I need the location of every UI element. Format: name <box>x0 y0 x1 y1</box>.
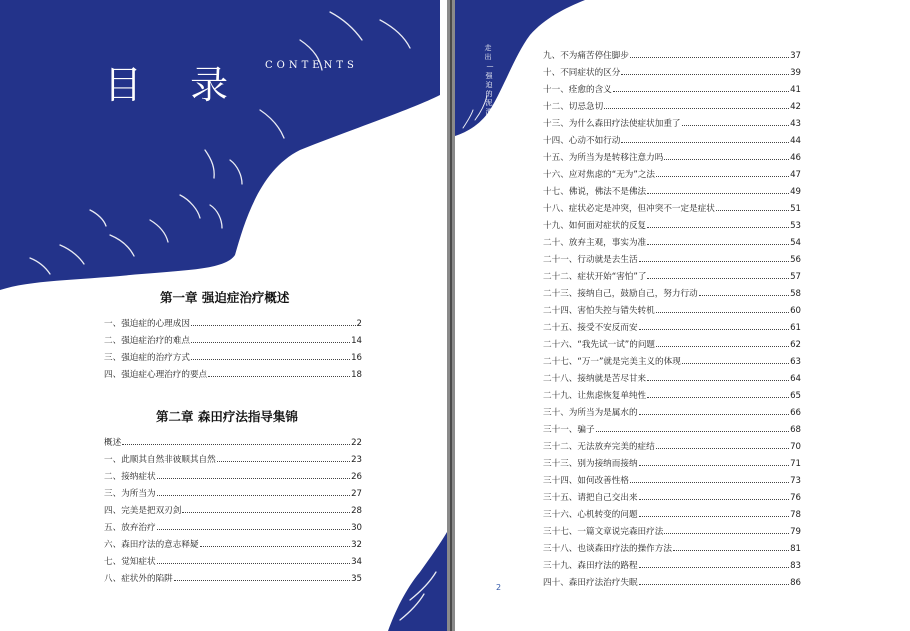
toc-entry-page: 51 <box>790 204 801 214</box>
toc-entry-page: 18 <box>351 370 362 380</box>
toc-entry[interactable] <box>104 499 362 516</box>
toc-entry-title: 二十二、症状开始“害怕”了 <box>543 272 647 282</box>
toc-dot-leader <box>191 324 356 326</box>
toc-entry[interactable] <box>543 486 801 503</box>
toc-entry[interactable] <box>104 431 362 448</box>
toc-dot-leader <box>716 209 789 211</box>
toc-dot-leader <box>647 226 789 228</box>
toc-entry-page: 54 <box>790 238 801 248</box>
toc-entry-page: 42 <box>790 102 801 112</box>
toc-entry-page: 34 <box>351 557 362 567</box>
toc-dot-leader <box>604 107 789 109</box>
toc-entry-page: 56 <box>790 255 801 265</box>
toc-dot-leader <box>596 430 789 432</box>
toc-entry-page: 27 <box>351 489 362 499</box>
toc-entry[interactable] <box>543 231 801 248</box>
toc-entry[interactable] <box>543 282 801 299</box>
toc-entry-page: 28 <box>351 506 362 516</box>
toc-entry[interactable] <box>543 146 801 163</box>
toc-entry-page: 63 <box>790 357 801 367</box>
top-wave-shape <box>0 0 440 290</box>
toc-dot-leader <box>630 56 789 58</box>
toc-entry-title: 十九、如何面对症状的反复 <box>543 221 647 231</box>
toc-dot-leader <box>656 447 789 449</box>
toc-dot-leader <box>639 583 790 585</box>
toc-entry-title: 十、不同症状的区分 <box>543 68 621 78</box>
toc-entry-page: 49 <box>790 187 801 197</box>
toc-entry[interactable] <box>543 44 801 61</box>
toc-entry-title: 三、为所当为 <box>104 489 156 499</box>
toc-dot-leader <box>639 328 790 330</box>
page-number: 2 <box>496 583 502 592</box>
toc-entry[interactable] <box>104 312 362 329</box>
vertical-book-title-sub <box>483 72 495 117</box>
toc-entry-page: 44 <box>790 136 801 146</box>
chapter-2-toc-list <box>104 431 362 584</box>
toc-dot-leader <box>174 579 350 581</box>
toc-dot-leader <box>647 243 789 245</box>
toc-dot-leader <box>647 396 789 398</box>
toc-entry-title: 一、强迫症的心理成因 <box>104 319 190 329</box>
toc-entry[interactable] <box>543 95 801 112</box>
toc-entry-title: 概述 <box>104 438 122 448</box>
chapter-1-heading: 第一章 强迫症治疗概述 <box>160 290 290 305</box>
toc-entry-title: 十八、症状必定是冲突，但冲突不一定是症状 <box>543 204 715 214</box>
toc-entry[interactable] <box>104 329 362 346</box>
toc-entry-page: 23 <box>351 455 362 465</box>
toc-entry[interactable] <box>543 214 801 231</box>
toc-entry-page: 86 <box>790 578 801 588</box>
toc-entry-title: 十六、应对焦虑的“无为”之法 <box>543 170 656 180</box>
toc-entry-title: 二十六、“我先试一试”的问题 <box>543 340 656 350</box>
toc-entry-title: 四、强迫症心理治疗的要点 <box>104 370 208 380</box>
toc-entry[interactable] <box>104 567 362 584</box>
toc-entry-page: 53 <box>790 221 801 231</box>
toc-dot-leader <box>621 141 789 143</box>
toc-entry[interactable] <box>543 435 801 452</box>
vertical-title-line1: 走 出 <box>484 44 492 61</box>
toc-entry-page: 70 <box>790 442 801 452</box>
right-page <box>455 0 910 631</box>
toc-entry-title: 三十九、森田疗法的路程 <box>543 561 638 571</box>
toc-entry-title: 五、放弃治疗 <box>104 523 156 533</box>
toc-entry-page: 16 <box>351 353 362 363</box>
toc-entry[interactable] <box>104 550 362 567</box>
toc-entry-page: 26 <box>351 472 362 482</box>
toc-dot-leader <box>639 566 790 568</box>
toc-entry-page: 79 <box>790 527 801 537</box>
toc-dot-leader <box>647 192 789 194</box>
toc-entry-page: 65 <box>790 391 801 401</box>
toc-entry[interactable] <box>543 571 801 588</box>
toc-dot-leader <box>191 341 350 343</box>
toc-entry-page: 58 <box>790 289 801 299</box>
toc-entry-title: 二、接纳症状 <box>104 472 156 482</box>
toc-entry-page: 76 <box>790 493 801 503</box>
toc-entry[interactable] <box>543 367 801 384</box>
toc-entry[interactable] <box>543 78 801 95</box>
toc-dot-leader <box>639 464 790 466</box>
toc-entry-title: 三、强迫症的治疗方式 <box>104 353 190 363</box>
toc-entry[interactable] <box>543 112 801 129</box>
toc-entry-title: 十四、心动不如行动 <box>543 136 621 146</box>
toc-entry[interactable] <box>543 384 801 401</box>
toc-entry-title: 二十五、接受不安反而安 <box>543 323 638 333</box>
toc-entry-page: 64 <box>790 374 801 384</box>
toc-entry-title: 八、症状外的陷阱 <box>104 574 173 584</box>
toc-entry-title: 二十三、接纳自己，鼓励自己，努力行动 <box>543 289 698 299</box>
toc-entry-title: 十一、痊愈的含义 <box>543 85 612 95</box>
toc-dot-leader <box>639 498 790 500</box>
toc-dot-leader <box>647 379 789 381</box>
toc-dot-leader <box>217 460 350 462</box>
toc-dot-leader <box>208 375 350 377</box>
toc-dot-leader <box>182 511 350 513</box>
toc-dot-leader <box>673 549 789 551</box>
toc-entry[interactable] <box>543 316 801 333</box>
toc-dot-leader <box>699 294 789 296</box>
toc-entry[interactable] <box>543 418 801 435</box>
toc-dot-leader <box>664 532 789 534</box>
toc-entry[interactable] <box>543 401 801 418</box>
toc-entry-page: 78 <box>790 510 801 520</box>
vertical-book-title-main <box>483 44 493 62</box>
toc-entry-page: 14 <box>351 336 362 346</box>
toc-entry-title: 二十九、让焦虑恢复单纯性 <box>543 391 647 401</box>
right-toc-list <box>543 44 801 588</box>
contents-label: CONTENTS <box>265 60 358 71</box>
toc-entry-page: 43 <box>790 119 801 129</box>
toc-entry-title: 三十二、无法放弃完美的症结 <box>543 442 655 452</box>
toc-entry-page: 60 <box>790 306 801 316</box>
bottom-wave-shape <box>388 532 447 631</box>
toc-entry-page: 71 <box>790 459 801 469</box>
toc-dot-leader <box>157 562 350 564</box>
toc-entry[interactable] <box>104 533 362 550</box>
toc-entry[interactable] <box>104 516 362 533</box>
vertical-book-title-dash <box>485 62 495 71</box>
toc-entry-page: 62 <box>790 340 801 350</box>
toc-dot-leader <box>682 124 790 126</box>
toc-dot-leader <box>639 413 790 415</box>
toc-entry[interactable] <box>543 129 801 146</box>
toc-entry-title: 二十、放弃主观，事实为准 <box>543 238 647 248</box>
toc-entry-title: 九、不为痛苦停住脚步 <box>543 51 629 61</box>
toc-entry-title: 三十、为所当为是属水的 <box>543 408 638 418</box>
toc-dot-leader <box>157 494 350 496</box>
toc-title: 目 录 <box>104 63 247 107</box>
toc-entry[interactable] <box>104 448 362 465</box>
toc-entry-title: 六、森田疗法的意志释疑 <box>104 540 199 550</box>
toc-entry-page: 22 <box>351 438 362 448</box>
toc-entry[interactable] <box>543 469 801 486</box>
toc-dot-leader <box>200 545 351 547</box>
toc-entry-page: 47 <box>790 170 801 180</box>
toc-entry-page: 81 <box>790 544 801 554</box>
toc-entry[interactable] <box>543 180 801 197</box>
toc-entry-page: 83 <box>790 561 801 571</box>
vertical-title-dash: — <box>486 62 494 70</box>
toc-entry-title: 十五、为所当为是转移注意力吗 <box>543 153 664 163</box>
toc-entry[interactable] <box>543 537 801 554</box>
toc-entry-title: 二十七、“万一”就是完美主义的体现 <box>543 357 681 367</box>
toc-entry[interactable] <box>543 299 801 316</box>
toc-entry-title: 十七、佛说，佛法不是佛法 <box>543 187 647 197</box>
toc-entry-title: 四十、森田疗法治疗失眠 <box>543 578 638 588</box>
toc-dot-leader <box>664 158 789 160</box>
toc-entry-title: 三十一、骗子 <box>543 425 595 435</box>
toc-entry-title: 一、此顺其自然非彼顺其自然 <box>104 455 216 465</box>
toc-entry-title: 三十四、如何改善性格 <box>543 476 629 486</box>
toc-entry-page: 46 <box>790 153 801 163</box>
toc-entry[interactable] <box>543 248 801 265</box>
toc-entry-page: 41 <box>790 85 801 95</box>
toc-entry[interactable] <box>543 350 801 367</box>
toc-entry-page: 2 <box>356 319 362 329</box>
toc-entry-title: 三十三、别为接纳而接纳 <box>543 459 638 469</box>
toc-entry[interactable] <box>543 197 801 214</box>
toc-entry-page: 73 <box>790 476 801 486</box>
toc-entry-title: 四、完美是把双刃剑 <box>104 506 182 516</box>
book-spine-line <box>450 0 452 631</box>
toc-entry-title: 二十四、害怕失控与错失转机 <box>543 306 655 316</box>
toc-entry[interactable] <box>543 333 801 350</box>
toc-dot-leader <box>647 277 789 279</box>
toc-entry-title: 三十八、也谈森田疗法的操作方法 <box>543 544 672 554</box>
chapter-2-heading: 第二章 森田疗法指导集锦 <box>156 409 298 424</box>
left-page <box>0 0 447 631</box>
toc-entry-title: 十二、切忌急切 <box>543 102 604 112</box>
toc-entry-title: 三十六、心机转变的问题 <box>543 510 638 520</box>
toc-dot-leader <box>682 362 789 364</box>
toc-entry[interactable] <box>543 520 801 537</box>
toc-entry-title: 二、强迫症治疗的难点 <box>104 336 190 346</box>
toc-entry[interactable] <box>543 554 801 571</box>
toc-entry[interactable] <box>543 61 801 78</box>
toc-entry-page: 61 <box>790 323 801 333</box>
toc-dot-leader <box>656 175 789 177</box>
toc-dot-leader <box>630 481 789 483</box>
toc-entry[interactable] <box>104 346 362 363</box>
toc-entry-title: 三十七、一篇文章说完森田疗法 <box>543 527 664 537</box>
toc-entry[interactable] <box>543 503 801 520</box>
toc-entry-title: 二十八、接纳就是苦尽甘来 <box>543 374 647 384</box>
toc-entry-title: 七、觉知症状 <box>104 557 156 567</box>
toc-entry[interactable] <box>543 452 801 469</box>
toc-entry[interactable] <box>543 265 801 282</box>
toc-entry[interactable] <box>104 482 362 499</box>
toc-dot-leader <box>621 73 789 75</box>
toc-dot-leader <box>157 477 350 479</box>
toc-entry-page: 32 <box>351 540 362 550</box>
toc-entry-page: 66 <box>790 408 801 418</box>
toc-entry-title: 十三、为什么森田疗法使症状加重了 <box>543 119 681 129</box>
toc-dot-leader <box>613 90 789 92</box>
toc-entry[interactable] <box>543 163 801 180</box>
toc-dot-leader <box>639 515 790 517</box>
chapter-1-toc-list <box>104 312 362 380</box>
toc-entry-page: 30 <box>351 523 362 533</box>
toc-dot-leader <box>122 443 350 445</box>
toc-entry-page: 68 <box>790 425 801 435</box>
toc-entry[interactable] <box>104 363 362 380</box>
toc-dot-leader <box>157 528 350 530</box>
toc-dot-leader <box>656 345 789 347</box>
toc-dot-leader <box>656 311 789 313</box>
toc-entry-page: 57 <box>790 272 801 282</box>
toc-entry-title: 三十五、请把自己交出来 <box>543 493 638 503</box>
toc-dot-leader <box>639 260 790 262</box>
toc-dot-leader <box>191 358 350 360</box>
toc-entry-page: 35 <box>351 574 362 584</box>
toc-entry-page: 37 <box>790 51 801 61</box>
vertical-title-line2: 强 迫 的 泥 潭 <box>485 72 493 116</box>
toc-entry-title: 二十一、行动就是去生活 <box>543 255 638 265</box>
toc-entry[interactable] <box>104 465 362 482</box>
toc-entry-page: 39 <box>790 68 801 78</box>
